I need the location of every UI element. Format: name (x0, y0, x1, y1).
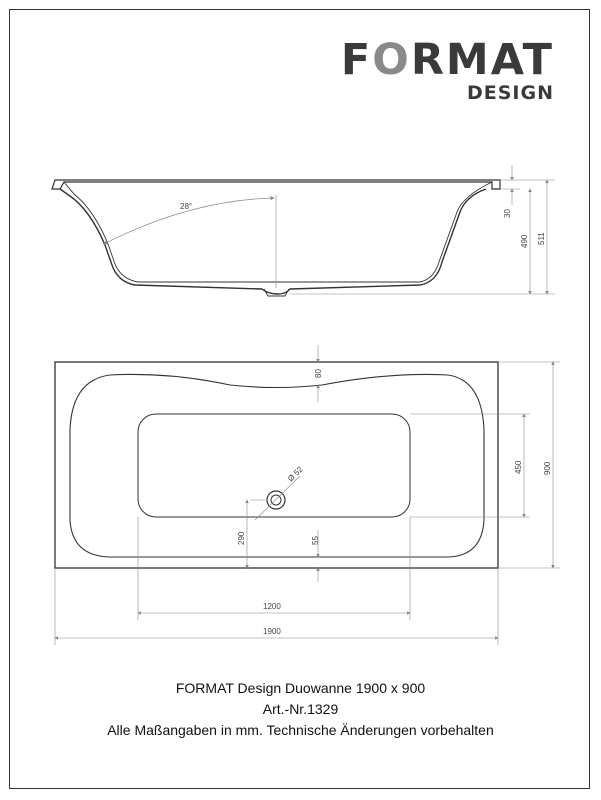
caption-article-number: Art.-Nr.1329 (262, 701, 339, 717)
plan-outer-rim (55, 362, 498, 568)
dim-depth-inner-label: 490 (520, 234, 529, 248)
caption-disclaimer: Alle Maßangaben in mm. Technische Änderungen vorbehalten (107, 722, 494, 738)
plan-inner-outline (70, 374, 484, 557)
plan-drain-inner (271, 495, 281, 505)
dim-total-width-label: 900 (543, 461, 552, 475)
dim-inner-width-label: 450 (514, 460, 523, 474)
dim-top-rim-label: 80 (314, 369, 323, 378)
section-outer-shell (60, 189, 486, 294)
logo-wordmark: FORMAT (340, 35, 554, 85)
dim-depth-total-label: 511 (537, 232, 546, 245)
dim-drain-offset-label: 290 (237, 531, 246, 545)
dim-inner-length-label: 1200 (263, 602, 281, 611)
section-rim (52, 180, 500, 189)
section-view (52, 165, 555, 296)
section-inner-shell (64, 182, 492, 282)
plan-view (55, 345, 560, 645)
dim-bottom-rim-label: 55 (311, 536, 320, 545)
angle-label: 28° (180, 202, 193, 211)
caption-title: FORMAT Design Duowanne 1900 x 900 (175, 680, 426, 696)
dim-rim-label: 30 (503, 209, 512, 218)
drain-leader (255, 476, 300, 520)
logo-subtitle: DESIGN (466, 82, 554, 104)
dim-drain-label: Ø 52 (286, 464, 305, 484)
dim-total-length-label: 1900 (263, 627, 281, 636)
